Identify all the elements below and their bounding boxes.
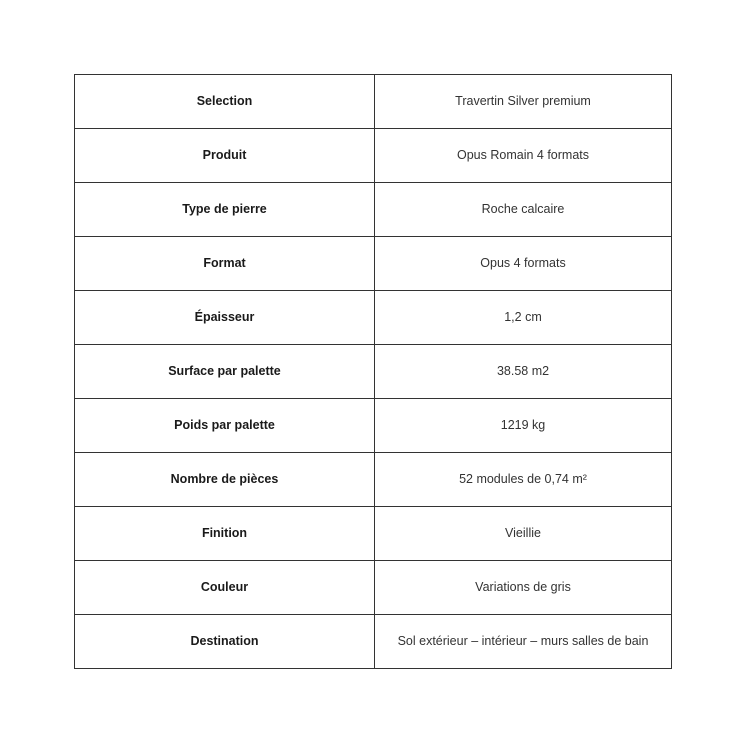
row-value: Travertin Silver premium [375, 75, 672, 129]
product-spec-table [74, 74, 672, 669]
table-row-selection [75, 75, 672, 129]
table-row-couleur [75, 561, 672, 615]
table-row-produit [75, 129, 672, 183]
row-label: Finition [75, 507, 375, 561]
row-label: Nombre de pièces [75, 453, 375, 507]
row-value: Opus 4 formats [375, 237, 672, 291]
row-label: Selection [75, 75, 375, 129]
row-value: Roche calcaire [375, 183, 672, 237]
row-value: 38.58 m2 [375, 345, 672, 399]
row-value: 52 modules de 0,74 m² [375, 453, 672, 507]
row-value: 1219 kg [375, 399, 672, 453]
table-row-poids-par-palette [75, 399, 672, 453]
row-label: Épaisseur [75, 291, 375, 345]
table-row-finition [75, 507, 672, 561]
row-label: Poids par palette [75, 399, 375, 453]
table-row-destination [75, 615, 672, 669]
table-row-type-de-pierre [75, 183, 672, 237]
table-row-nombre-de-pieces [75, 453, 672, 507]
row-label: Produit [75, 129, 375, 183]
table-row-epaisseur [75, 291, 672, 345]
row-value: 1,2 cm [375, 291, 672, 345]
row-label: Format [75, 237, 375, 291]
row-value: Variations de gris [375, 561, 672, 615]
row-label: Surface par palette [75, 345, 375, 399]
row-value: Vieillie [375, 507, 672, 561]
row-label: Couleur [75, 561, 375, 615]
table-row-surface-par-palette [75, 345, 672, 399]
row-value: Opus Romain 4 formats [375, 129, 672, 183]
row-label: Type de pierre [75, 183, 375, 237]
row-value: Sol extérieur – intérieur – murs salles de bain [375, 615, 672, 669]
row-label: Destination [75, 615, 375, 669]
table-row-format [75, 237, 672, 291]
